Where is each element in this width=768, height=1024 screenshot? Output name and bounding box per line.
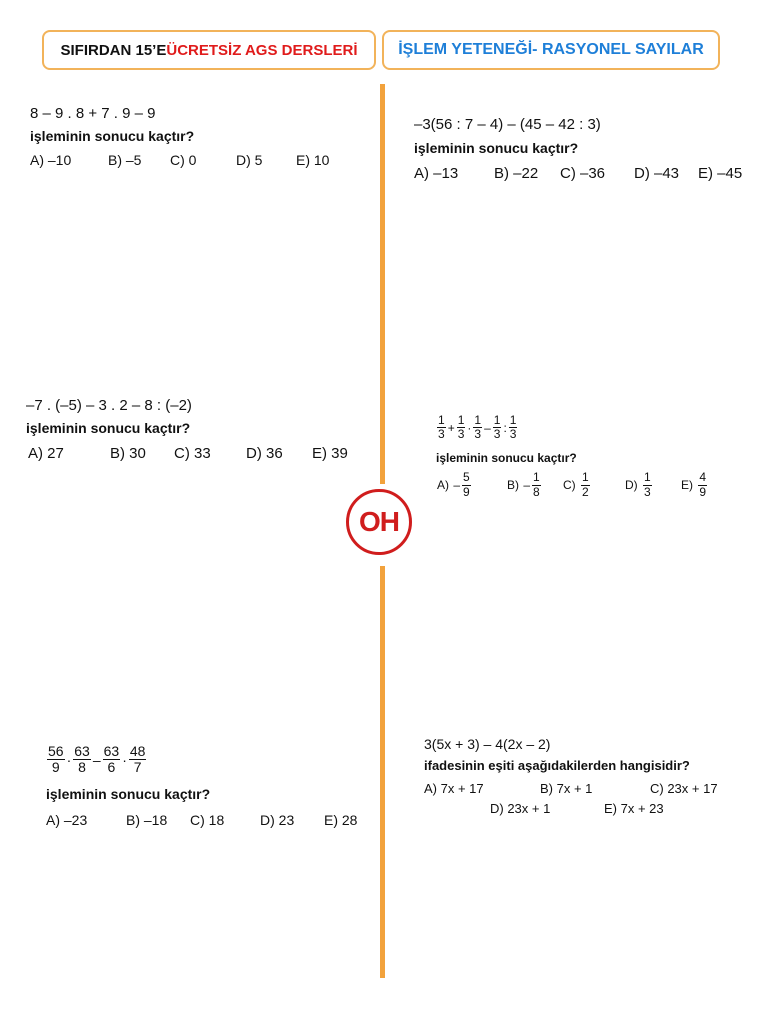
option-d[interactable]: D) 36: [246, 445, 283, 462]
question-2: [414, 116, 754, 185]
header-left-highlight: ÜCRETSİZ AGS DERSLERİ: [166, 41, 358, 59]
question-5-prompt: işleminin sonucu kaçtır?: [46, 785, 211, 802]
option-a[interactable]: A) –23: [46, 811, 88, 828]
question-5: [46, 744, 366, 832]
option-b[interactable]: B) 7x + 1: [540, 781, 593, 796]
option-e[interactable]: E) 10: [296, 152, 330, 168]
oh-logo: [346, 489, 412, 555]
question-3-prompt: işleminin sonucu kaçtır?: [26, 420, 191, 436]
option-a[interactable]: A) –13: [414, 165, 459, 182]
option-a[interactable]: A) – $\frac{5}{9}$: [437, 470, 470, 499]
question-1-prompt: işleminin sonucu kaçtır?: [30, 128, 195, 144]
option-a[interactable]: A) –10: [30, 152, 72, 168]
fraction: $\frac{63}{8}$: [74, 743, 90, 776]
option-b[interactable]: B) –22: [494, 165, 539, 182]
fraction: $\frac{1}{3}$: [509, 413, 517, 442]
option-c[interactable]: C) 23x + 17: [650, 781, 718, 796]
logo-text: OH: [359, 506, 399, 537]
option-b[interactable]: B) –18: [126, 811, 168, 828]
fraction: $\frac{1}{3}$: [457, 413, 465, 442]
question-5-expression: $\frac{56}{9}$ · $\frac{63}{8}$ – $\frac{63}{6}$ · $\frac{48}{7}$: [48, 743, 146, 776]
fraction: $\frac{1}{3}$: [493, 413, 501, 442]
header-left-text: SIFIRDAN 15’E: [60, 41, 167, 59]
question-6: [424, 736, 754, 821]
header-right-title: İŞLEM YETENEĞİ- RASYONEL SAYILAR: [398, 41, 704, 58]
option-d[interactable]: D) 23x + 1: [490, 801, 551, 816]
option-c[interactable]: C) $\frac{1}{2}$: [563, 470, 589, 499]
fraction: $\frac{48}{7}$: [129, 743, 146, 776]
option-c[interactable]: C) 0: [170, 152, 197, 168]
option-b[interactable]: B) 30: [110, 445, 146, 462]
question-3-options: [26, 445, 371, 465]
option-d[interactable]: D) –43: [634, 165, 680, 182]
question-4-prompt: işleminin sonucu kaçtır?: [436, 451, 577, 466]
option-d[interactable]: D) 5: [236, 152, 263, 168]
question-2-expression: –3(56 : 7 – 4) – (45 – 42 : 3): [414, 116, 601, 133]
option-b[interactable]: B) – $\frac{1}{8}$: [507, 470, 540, 499]
question-1-options: [30, 152, 370, 172]
question-4-expression: $\frac{1}{3}$ + $\frac{1}{3}$ · $\frac{1}{3}$ – $\frac{1}{3}$ : $\frac{1}{3}$: [438, 413, 517, 442]
option-c[interactable]: C) –36: [560, 165, 606, 182]
question-4: [436, 414, 736, 507]
option-e[interactable]: E) $\frac{4}{9}$: [681, 470, 707, 499]
question-6-options: [424, 781, 754, 821]
option-a[interactable]: A) 7x + 17: [424, 781, 484, 796]
question-3: [26, 397, 371, 465]
fraction: $\frac{63}{6}$: [103, 743, 120, 776]
option-c[interactable]: C) 18: [190, 811, 225, 828]
question-1-expression: 8 – 9 . 8 + 7 . 9 – 9: [30, 105, 156, 122]
center-divider-bottom: [380, 566, 385, 978]
question-5-options: [46, 812, 366, 832]
option-d[interactable]: D) $\frac{1}{3}$: [625, 470, 651, 499]
header-left-banner: [42, 30, 376, 70]
header-right-banner: [382, 30, 720, 70]
option-e[interactable]: E) 39: [312, 445, 348, 462]
question-6-expression: 3(5x + 3) – 4(2x – 2): [424, 736, 551, 752]
question-3-expression: –7 . (–5) – 3 . 2 – 8 : (–2): [26, 397, 192, 414]
option-b[interactable]: B) –5: [108, 152, 142, 168]
option-e[interactable]: E) 7x + 23: [604, 801, 664, 816]
question-2-options: [414, 165, 754, 185]
option-e[interactable]: E) 28: [324, 811, 358, 828]
option-c[interactable]: C) 33: [174, 445, 211, 462]
option-a[interactable]: A) 27: [28, 445, 64, 462]
question-6-prompt: ifadesinin eşiti aşağıdakilerden hangisidir?: [424, 758, 690, 773]
fraction: $\frac{1}{3}$: [438, 413, 445, 442]
option-e[interactable]: E) –45: [698, 165, 743, 182]
option-d[interactable]: D) 23: [260, 811, 295, 828]
center-divider-top: [380, 84, 385, 484]
question-2-prompt: işleminin sonucu kaçtır?: [414, 140, 579, 156]
fraction: $\frac{1}{3}$: [474, 413, 482, 442]
fraction: $\frac{56}{9}$: [48, 743, 64, 776]
question-4-options: [436, 471, 736, 507]
question-1: [30, 105, 370, 172]
